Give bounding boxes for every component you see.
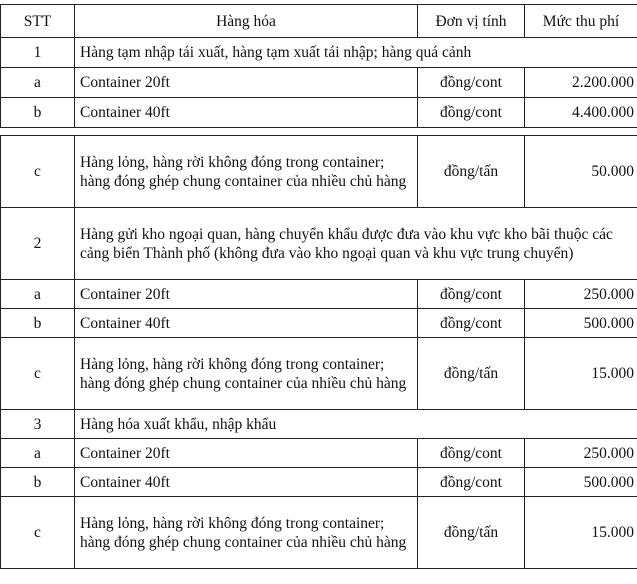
row-stt: c (1, 338, 75, 410)
table-row (1, 468, 637, 497)
row-fee: 250.000 (525, 439, 637, 468)
row-unit: đồng/cont (418, 280, 525, 309)
header-fee: Mức thu phí (525, 5, 637, 38)
row-stt: a (1, 439, 75, 468)
header-stt: STT (1, 5, 75, 38)
row-goods: Container 40ft (75, 98, 418, 128)
row-unit: đồng/cont (418, 98, 525, 128)
section-title: Hàng hóa xuất khẩu, nhập khẩu (75, 410, 637, 439)
row-goods: Container 40ft (75, 309, 418, 338)
fee-table-part-2 (0, 135, 637, 569)
section-row (1, 410, 637, 439)
row-unit: đồng/cont (418, 68, 525, 98)
table-row (1, 309, 637, 338)
row-goods: Container 20ft (75, 280, 418, 309)
header-unit: Đơn vị tính (418, 5, 525, 38)
row-fee: 15.000 (525, 338, 637, 410)
row-unit: đồng/cont (418, 309, 525, 338)
row-unit: đồng/tấn (418, 136, 525, 208)
row-goods: Container 20ft (75, 439, 418, 468)
row-unit: đồng/tấn (418, 497, 525, 569)
row-fee: 15.000 (525, 497, 637, 569)
row-fee: 50.000 (525, 136, 637, 208)
row-goods: Hàng lỏng, hàng rời không đóng trong container; hàng đóng ghép chung container của nhiều chủ hàng (75, 136, 418, 208)
row-stt: a (1, 280, 75, 309)
row-fee: 500.000 (525, 309, 637, 338)
table-row (1, 280, 637, 309)
table-row (1, 497, 637, 569)
table-header-row (1, 5, 637, 38)
row-unit: đồng/cont (418, 468, 525, 497)
row-goods: Hàng lỏng, hàng rời không đóng trong container; hàng đóng ghép chung container của nhiều chủ hàng (75, 497, 418, 569)
section-number: 2 (1, 208, 75, 280)
section-row (1, 38, 637, 68)
row-fee: 250.000 (525, 280, 637, 309)
table-row (1, 98, 637, 128)
row-unit: đồng/tấn (418, 338, 525, 410)
table-row (1, 338, 637, 410)
row-goods: Container 20ft (75, 68, 418, 98)
row-unit: đồng/cont (418, 439, 525, 468)
section-title: Hàng tạm nhập tái xuất, hàng tạm xuất tái nhập; hàng quá cảnh (75, 38, 637, 68)
table-row (1, 68, 637, 98)
section-number: 3 (1, 410, 75, 439)
section-title: Hàng gửi kho ngoại quan, hàng chuyển khẩu được đưa vào khu vực kho bãi thuộc các cảng biển Thành phố (không đưa vào kho ngoại quan và khu vực trung chuyển) (75, 208, 637, 280)
row-goods: Hàng lỏng, hàng rời không đóng trong container; hàng đóng ghép chung container của nhiều chủ hàng (75, 338, 418, 410)
header-goods: Hàng hóa (75, 5, 418, 38)
table-row (1, 439, 637, 468)
row-fee: 500.000 (525, 468, 637, 497)
row-stt: b (1, 98, 75, 128)
row-stt: c (1, 136, 75, 208)
table-row (1, 136, 637, 208)
row-goods: Container 40ft (75, 468, 418, 497)
row-fee: 2.200.000 (525, 68, 637, 98)
row-stt: c (1, 497, 75, 569)
row-stt: b (1, 309, 75, 338)
section-number: 1 (1, 38, 75, 68)
fee-table-part-1 (0, 4, 637, 128)
row-fee: 4.400.000 (525, 98, 637, 128)
row-stt: a (1, 68, 75, 98)
section-row (1, 208, 637, 280)
row-stt: b (1, 468, 75, 497)
